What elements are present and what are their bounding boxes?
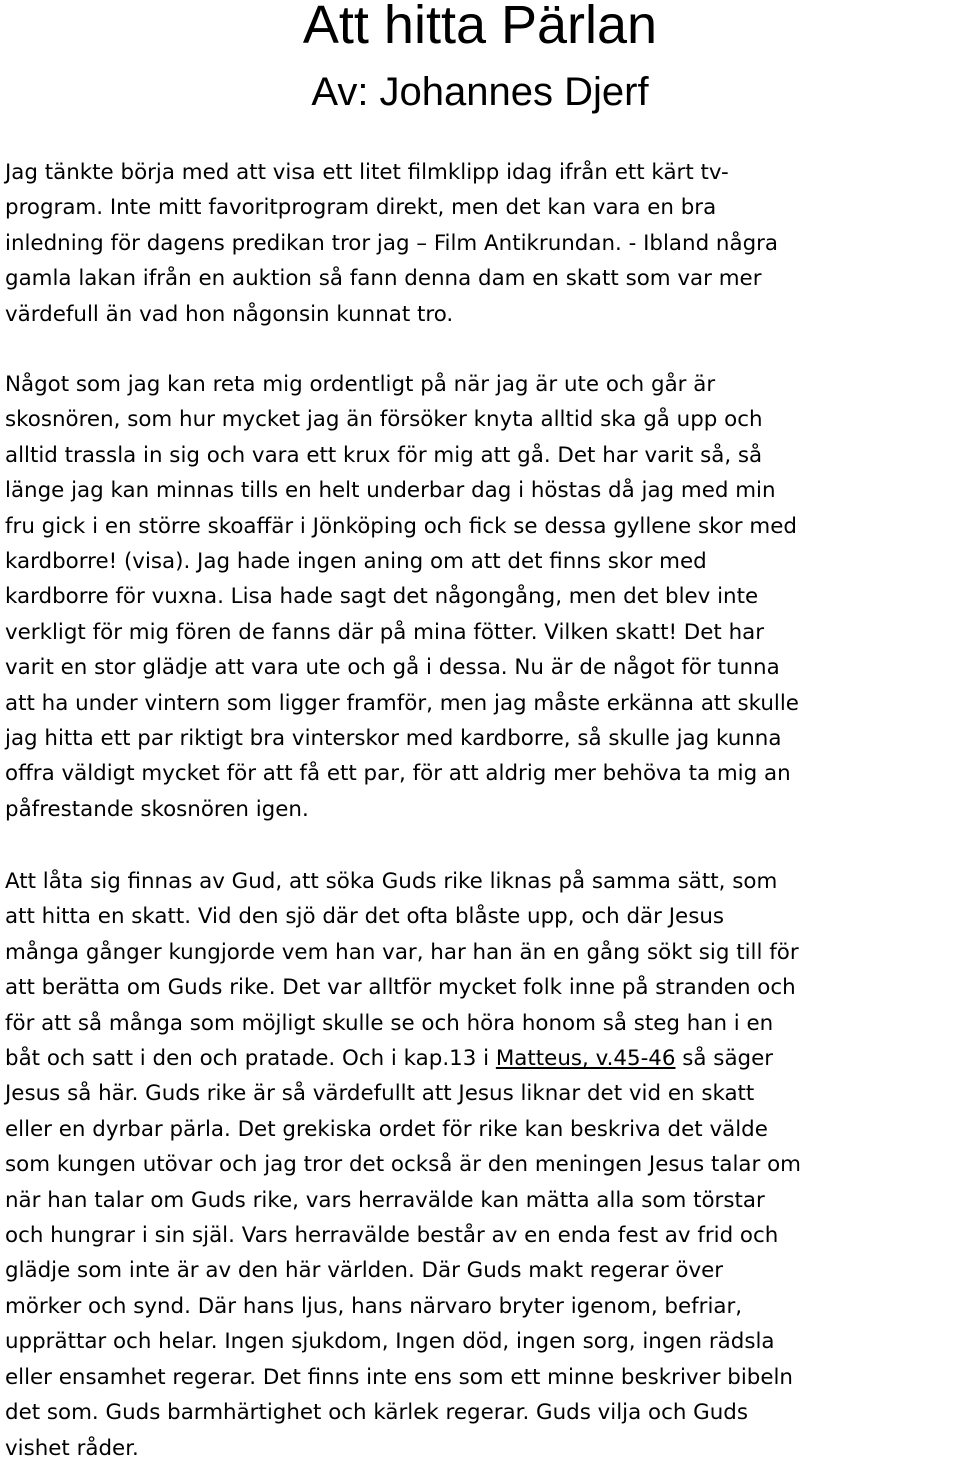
- text-line: Något som jag kan reta mig ordentligt på när jag är ute och går är: [5, 372, 716, 397]
- text-line: att ha under vintern som ligger framför, men jag måste erkänna att skulle: [5, 690, 799, 716]
- text-line: kardborre! (visa). Jag hade ingen aning om att det finns skor med: [5, 549, 707, 575]
- text-line-with-reference: [5, 1041, 960, 1076]
- text-line: alltid trassla in sig och vara ett krux för mig att gå. Det har varit så, så: [5, 442, 763, 468]
- document-title: Att hitta Pärlan: [302, 0, 658, 55]
- paragraph-kingdom: [5, 864, 960, 1466]
- text-line: värdefull än vad hon någonsin kunnat tro.: [5, 301, 454, 327]
- text-segment: båt och satt i den och pratade. Och i kap.13 i: [5, 1046, 496, 1072]
- text-line: inledning för dagens predikan tror jag – Film Antikrundan. - Ibland några: [5, 230, 779, 256]
- document-author: Av: Johannes Djerf: [311, 70, 649, 114]
- text-line: program. Inte mitt favoritprogram direkt, men det kan vara en bra: [5, 195, 717, 221]
- text-line: som kungen utövar och jag tror det också är den meningen Jesus talar om: [5, 1152, 801, 1178]
- text-line: offra väldigt mycket för att få ett par, för att aldrig mer behöva ta mig an: [5, 761, 791, 787]
- text-line: glädje som inte är av den här världen. Där Guds makt regerar över: [5, 1258, 724, 1284]
- text-line: eller en dyrbar pärla. Det grekiska ordet för rike kan beskriva det välde: [5, 1116, 768, 1142]
- text-line: länge jag kan minnas tills en helt underbar dag i höstas då jag med min: [5, 478, 776, 504]
- text-line: Jesus så här. Guds rike är så värdefullt att Jesus liknar det vid en skatt: [5, 1081, 755, 1107]
- text-line: jag hitta ett par riktigt bra vinterskor med kardborre, så skulle jag kunna: [5, 726, 782, 752]
- text-segment: så säger: [675, 1046, 774, 1072]
- text-line: fru gick i en större skoaffär i Jönköping och fick se dessa gyllene skor med: [5, 513, 797, 539]
- text-line: att berätta om Guds rike. Det var alltför mycket folk inne på stranden och: [5, 975, 796, 1001]
- text-line: påfrestande skosnören igen.: [5, 796, 309, 822]
- text-line: verkligt för mig fören de fanns där på mina fötter. Vilken skatt! Det har: [5, 619, 765, 645]
- text-line: att hitta en skatt. Vid den sjö där det ofta blåste upp, och där Jesus: [5, 904, 725, 930]
- text-line: och hungrar i sin själ. Vars herravälde består av en enda fest av frid och: [5, 1223, 779, 1249]
- text-line: skosnören, som hur mycket jag än försöker knyta alltid ska gå upp och: [5, 407, 763, 433]
- paragraph-intro: [5, 155, 960, 332]
- text-line: vishet råder.: [5, 1435, 139, 1461]
- text-line: för att så många som möjligt skulle se och höra honom så steg han i en: [5, 1010, 774, 1036]
- text-line: Att låta sig finnas av Gud, att söka Guds rike liknas på samma sätt, som: [5, 869, 778, 894]
- text-line: det som. Guds barmhärtighet och kärlek regerar. Guds vilja och Guds: [5, 1400, 748, 1426]
- text-line: kardborre för vuxna. Lisa hade sagt det någongång, men det blev inte: [5, 584, 759, 610]
- text-line: upprättar och helar. Ingen sjukdom, Ingen död, ingen sorg, ingen rädsla: [5, 1329, 775, 1355]
- text-line: varit en stor glädje att vara ute och gå i dessa. Nu är de något för tunna: [5, 655, 780, 681]
- paragraph-shoes: [5, 367, 960, 827]
- text-line: många gånger kungjorde vem han var, har han än en gång sökt sig till för: [5, 939, 799, 965]
- text-line: eller ensamhet regerar. Det finns inte ens som ett minne beskriver bibeln: [5, 1364, 793, 1390]
- text-line: gamla lakan ifrån en auktion så fann denna dam en skatt som var mer: [5, 266, 762, 292]
- text-line: när han talar om Guds rike, vars herravälde kan mätta alla som törstar: [5, 1187, 765, 1213]
- text-line: mörker och synd. Där hans ljus, hans närvaro bryter igenom, befriar,: [5, 1293, 743, 1319]
- bible-reference-link[interactable]: Matteus, v.45-46: [495, 1046, 676, 1072]
- text-line: Jag tänkte börja med att visa ett litet filmklipp idag ifrån ett kärt tv-: [5, 160, 729, 185]
